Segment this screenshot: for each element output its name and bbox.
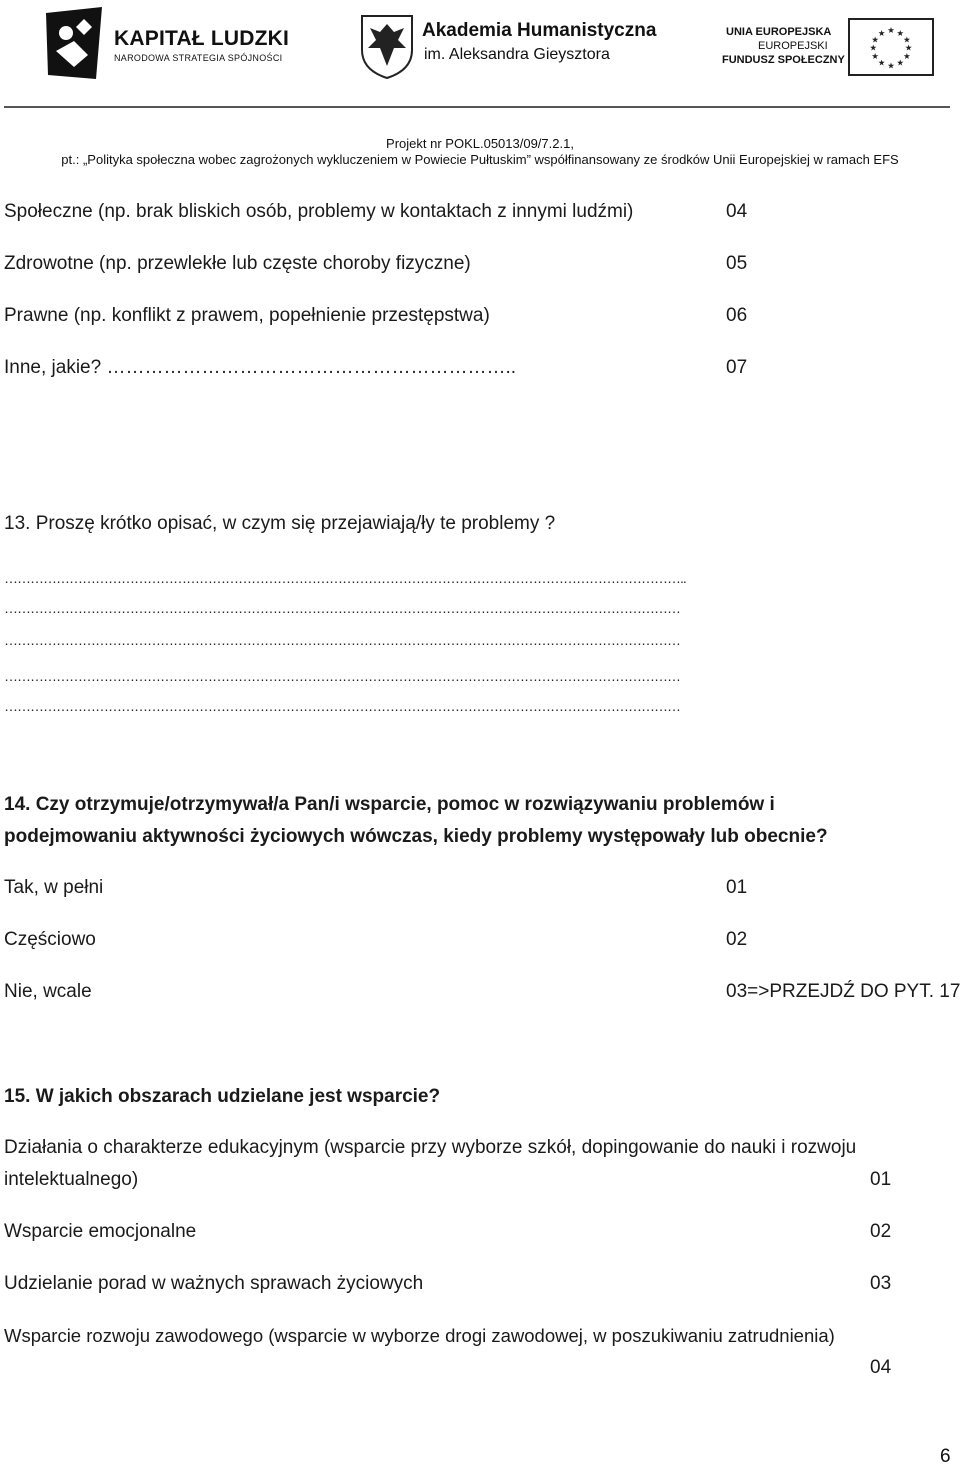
header-divider: [4, 106, 950, 108]
option-label: Nie, wcale: [4, 981, 92, 1002]
option-label-continued: intelektualnego): [4, 1169, 139, 1190]
option-code: 03: [870, 1273, 892, 1294]
answer-line[interactable]: …………………………………………………………………………………………………………………………………………: [4, 698, 680, 712]
svg-text:★: ★: [896, 57, 905, 68]
option-other-label: Inne, jakie? ………………………………………………………..: [4, 357, 517, 378]
option-code: 04: [726, 201, 748, 222]
svg-text:★: ★: [871, 34, 879, 45]
option-label: Tak, w pełni: [4, 877, 104, 898]
option-label: Społeczne (np. brak bliskich osób, problemy w kontaktach z innymi ludźmi): [4, 201, 634, 222]
eu-line2: EUROPEJSKI: [758, 40, 828, 52]
svg-text:★: ★: [877, 27, 886, 38]
svg-text:★: ★: [887, 25, 895, 36]
svg-text:★: ★: [877, 57, 886, 68]
option-code: 01: [870, 1169, 892, 1190]
svg-text:★: ★: [896, 27, 905, 38]
svg-text:★: ★: [887, 60, 895, 71]
kapital-ludzki-title: KAPITAŁ LUDZKI: [114, 27, 290, 50]
svg-text:★: ★: [903, 51, 911, 62]
svg-text:★: ★: [869, 42, 878, 53]
svg-text:★: ★: [904, 42, 913, 53]
option-label: Wsparcie rozwoju zawodowego (wsparcie w wyborze drogi zawodowej, w poszukiwaniu zatrudnienia): [4, 1325, 835, 1346]
option-label: Prawne (np. konflikt z prawem, popełnienie przestępstwa): [4, 305, 490, 326]
project-title: pt.: „Polityka społeczna wobec zagrożonych wykluczeniem w Powiecie Pułtuskim” współfinansowany ze środków Unii Europejskiej w ramach EFS: [61, 152, 899, 167]
answer-line[interactable]: …………………………………………………………………………………………………………………………………………: [4, 632, 680, 646]
eagle-crest-icon: [358, 10, 416, 80]
project-number: Projekt nr POKL.05013/09/7.2.1,: [386, 136, 574, 151]
question-14-line1: 14. Czy otrzymuje/otrzymywał/a Pan/i wsparcie, pomoc w rozwiązywaniu problemów i: [4, 794, 775, 815]
eu-line1: UNIA EUROPEJSKA: [726, 26, 832, 38]
option-code: 02: [726, 929, 748, 950]
option-code-skip: 03=>PRZEJDŹ DO PYT. 17: [726, 981, 960, 1002]
option-code: 06: [726, 305, 748, 326]
option-code: 07: [726, 357, 748, 378]
option-code: 01: [726, 877, 748, 898]
answer-line[interactable]: …………………………………………………………………………………………………………………………………………..: [4, 570, 686, 584]
eu-logo: [720, 18, 935, 78]
option-code: 02: [870, 1221, 892, 1242]
eu-flag-icon: [848, 18, 934, 76]
question-14-line2: podejmowaniu aktywności życiowych wówczas, kiedy problemy występowały lub obecnie?: [4, 826, 828, 847]
akademia-title: Akademia Humanistyczna: [422, 20, 657, 41]
eu-line3: FUNDUSZ SPOŁECZNY: [722, 54, 845, 66]
option-label: Udzielanie porad w ważnych sprawach życiowych: [4, 1273, 424, 1294]
page-number: 6: [940, 1446, 951, 1467]
svg-text:★: ★: [903, 34, 911, 45]
option-label: Działania o charakterze edukacyjnym (wsparcie przy wyborze szkół, dopingowanie do nauki i rozwoju: [4, 1137, 857, 1158]
option-code: 05: [726, 253, 748, 274]
option-label: Zdrowotne (np. przewlekłe lub częste choroby fizyczne): [4, 253, 471, 274]
answer-line[interactable]: …………………………………………………………………………………………………………………………………………: [4, 668, 680, 682]
kapital-ludzki-logo: [44, 5, 334, 83]
option-label: Wsparcie emocjonalne: [4, 1221, 197, 1242]
question-15: 15. W jakich obszarach udzielane jest wsparcie?: [4, 1086, 441, 1107]
akademia-subtitle: im. Aleksandra Gieysztora: [424, 46, 610, 63]
option-code: 04: [870, 1357, 892, 1378]
question-13: 13. Proszę krótko opisać, w czym się przejawiają/ły te problemy ?: [4, 513, 556, 534]
kapital-ludzki-emblem-icon: [44, 5, 104, 81]
answer-line[interactable]: …………………………………………………………………………………………………………………………………………: [4, 600, 680, 614]
akademia-logo: [358, 10, 658, 80]
svg-text:★: ★: [871, 51, 879, 62]
option-label: Częściowo: [4, 929, 96, 950]
kapital-ludzki-subtitle: NARODOWA STRATEGIA SPÓJNOŚCI: [114, 53, 283, 63]
